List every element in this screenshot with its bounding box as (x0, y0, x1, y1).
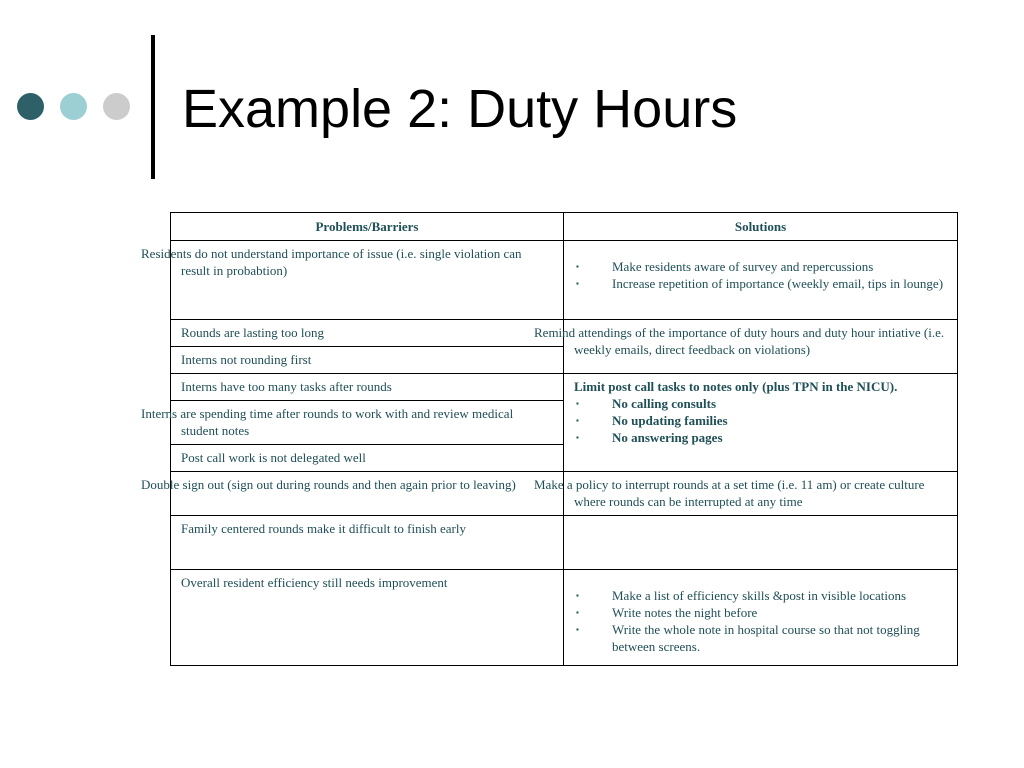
table-row (171, 320, 958, 347)
dot-grey (103, 93, 130, 120)
slide-title: Example 2: Duty Hours (182, 79, 738, 139)
header-problems: Problems/Barriers (171, 213, 564, 241)
solution-bullet: ▪ No calling consults (576, 396, 717, 411)
problem-cell: Post call work is not delegated well (171, 445, 564, 472)
square-bullet-icon: ▪ (576, 591, 579, 600)
square-bullet-icon: ▪ (576, 433, 579, 442)
dot-light-teal (60, 93, 87, 120)
problem-cell: Double sign out (sign out during rounds and then again prior to leaving) (171, 472, 564, 516)
table-row (171, 241, 958, 320)
solution-bullet: ▪ No updating families (576, 413, 728, 428)
table-header-row (171, 213, 958, 241)
table-row (171, 374, 958, 401)
solution-cell: Make a policy to interrupt rounds at a set time (i.e. 11 am) or create culture where rounds can be interrupted at any time (564, 472, 958, 516)
solution-cell: Remind attendings of the importance of duty hours and duty hour intiative (i.e. weekly emails, direct feedback on violations) (564, 320, 958, 374)
header-solutions: Solutions (564, 213, 958, 241)
solution-cell (564, 241, 958, 320)
solution-cell (564, 570, 958, 666)
solution-cell (564, 516, 958, 570)
solution-bullet: ▪ Make a list of efficiency skills &post in visible locations (576, 588, 907, 603)
problem-cell: Overall resident efficiency still needs improvement (171, 570, 564, 666)
problem-cell: Interns have too many tasks after rounds (171, 374, 564, 401)
square-bullet-icon: ▪ (576, 279, 579, 288)
solution-bullet: ▪ Make residents aware of survey and repercussions (576, 259, 874, 274)
table-row (171, 570, 958, 666)
problem-cell: Family centered rounds make it difficult to finish early (171, 516, 564, 570)
table-row (171, 516, 958, 570)
solution-lead: Limit post call tasks to notes only (plus TPN in the NICU). (574, 379, 898, 394)
table-row (171, 472, 958, 516)
square-bullet-icon: ▪ (576, 262, 579, 271)
solution-cell (564, 374, 958, 472)
decorative-dots (0, 0, 140, 200)
problem-cell: Interns are spending time after rounds to work with and review medical student notes (171, 401, 564, 445)
solution-bullet: ▪ Write the whole note in hospital course so that not toggling between screens. (576, 622, 920, 654)
duty-hours-table (141, 212, 958, 666)
solution-bullet: ▪ Write notes the night before (576, 605, 758, 620)
problem-cell: Rounds are lasting too long (171, 320, 564, 347)
problem-cell: Interns not rounding first (171, 347, 564, 374)
square-bullet-icon: ▪ (576, 608, 579, 617)
square-bullet-icon: ▪ (576, 399, 579, 408)
square-bullet-icon: ▪ (576, 625, 579, 634)
dot-dark (17, 93, 44, 120)
problem-cell: Residents do not understand importance of issue (i.e. single violation can result in probabtion) (171, 241, 564, 320)
square-bullet-icon: ▪ (576, 416, 579, 425)
solution-bullet: ▪ No answering pages (576, 430, 723, 445)
title-divider (151, 35, 155, 179)
solution-bullet: ▪ Increase repetition of importance (weekly email, tips in lounge) (576, 276, 944, 291)
